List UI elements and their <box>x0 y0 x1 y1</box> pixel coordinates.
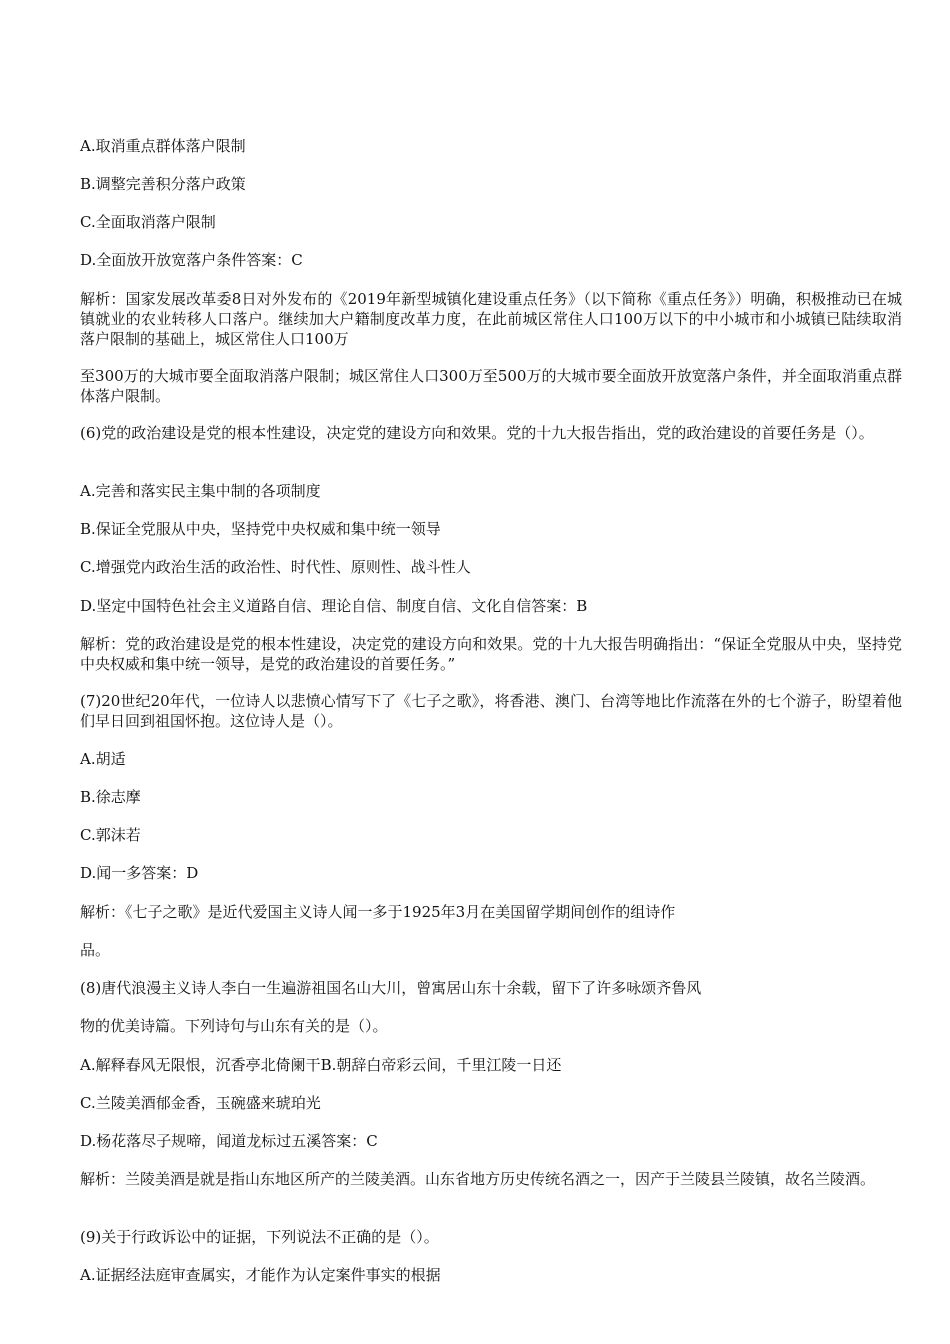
option-c-q6: C.增强党内政治生活的政治性、时代性、原则性、战斗性人 <box>80 558 471 576</box>
analysis-q6: 解析：党的政治建设是党的根本性建设，决定党的建设方向和效果。党的十九大报告明确指出：“保证全党服从中央，坚持党中央权威和集中统一领导，是党的政治建设的首要任务。” <box>80 635 902 673</box>
analysis-q5-part2: 至300万的大城市要全面取消落户限制；城区常住人口300万至500万的大城市要全面放开放宽落户条件，并全面取消重点群体落户限制。 <box>80 367 902 405</box>
option-a-q6: A.完善和落实民主集中制的各项制度 <box>80 482 321 500</box>
option-d-q6-answer: D.坚定中国特色社会主义道路自信、理论自信、制度自信、文化自信答案：B <box>80 597 588 615</box>
option-b-q6: B.保证全党服从中央，坚持党中央权威和集中统一领导 <box>80 520 441 538</box>
analysis-q7-part1: 解析：《七子之歌》是近代爱国主义诗人闻一多于1925年3月在美国留学期间创作的组诗作 <box>80 903 676 921</box>
analysis-q5-part1: 解析：国家发展改革委8日对外发布的《2019年新型城镇化建设重点任务》（以下简称《重点任务》）明确，积极推动已在城镇就业的农业转移人口落户。继续加大户籍制度改革力度，在此前城区常住人口100万以下的中小城市和小城镇已陆续取消落户限制的基础上，城区常住人口100万 <box>80 290 902 348</box>
question-8-part1: (8)唐代浪漫主义诗人李白一生遍游祖国名山大川，曾寓居山东十余载，留下了许多咏颂齐鲁风 <box>80 979 702 997</box>
option-d-q5-answer: D.全面放开放宽落户条件答案：C <box>80 251 303 269</box>
option-a-q7: A.胡适 <box>80 750 126 768</box>
option-b-q5: B.调整完善积分落户政策 <box>80 175 246 193</box>
question-9: (9)关于行政诉讼中的证据，下列说法不正确的是（）。 <box>80 1228 439 1246</box>
question-6: (6)党的政治建设是党的根本性建设，决定党的建设方向和效果。党的十九大报告指出，党的政治建设的首要任务是（）。 <box>80 424 874 442</box>
option-d-q8-answer: D.杨花落尽子规啼，闻道龙标过五溪答案：C <box>80 1132 378 1150</box>
option-b-q7: B.徐志摩 <box>80 788 141 806</box>
option-c-q7: C.郭沫若 <box>80 826 141 844</box>
option-ab-q8: A.解释春风无限恨，沉香亭北倚阑干B.朝辞白帝彩云间，千里江陵一日还 <box>80 1056 562 1074</box>
question-7: (7)20世纪20年代，一位诗人以悲愤心情写下了《七子之歌》，将香港、澳门、台湾等地比作流落在外的七个游子，盼望着他们早日回到祖国怀抱。这位诗人是（）。 <box>80 692 902 730</box>
option-a-q9: A.证据经法庭审查属实，才能作为认定案件事实的根据 <box>80 1266 441 1284</box>
option-a-q5: A.取消重点群体落户限制 <box>80 137 246 155</box>
analysis-q7-part2: 品。 <box>80 941 111 959</box>
option-c-q8: C.兰陵美酒郁金香，玉碗盛来琥珀光 <box>80 1094 321 1112</box>
option-c-q5: C.全面取消落户限制 <box>80 213 216 231</box>
question-8-part2: 物的优美诗篇。下列诗句与山东有关的是（）。 <box>80 1017 388 1035</box>
analysis-q8: 解析：兰陵美酒是就是指山东地区所产的兰陵美酒。山东省地方历史传统名酒之一，因产于兰陵县兰陵镇，故名兰陵酒。 <box>80 1170 876 1188</box>
option-d-q7-answer: D.闻一多答案：D <box>80 864 199 882</box>
